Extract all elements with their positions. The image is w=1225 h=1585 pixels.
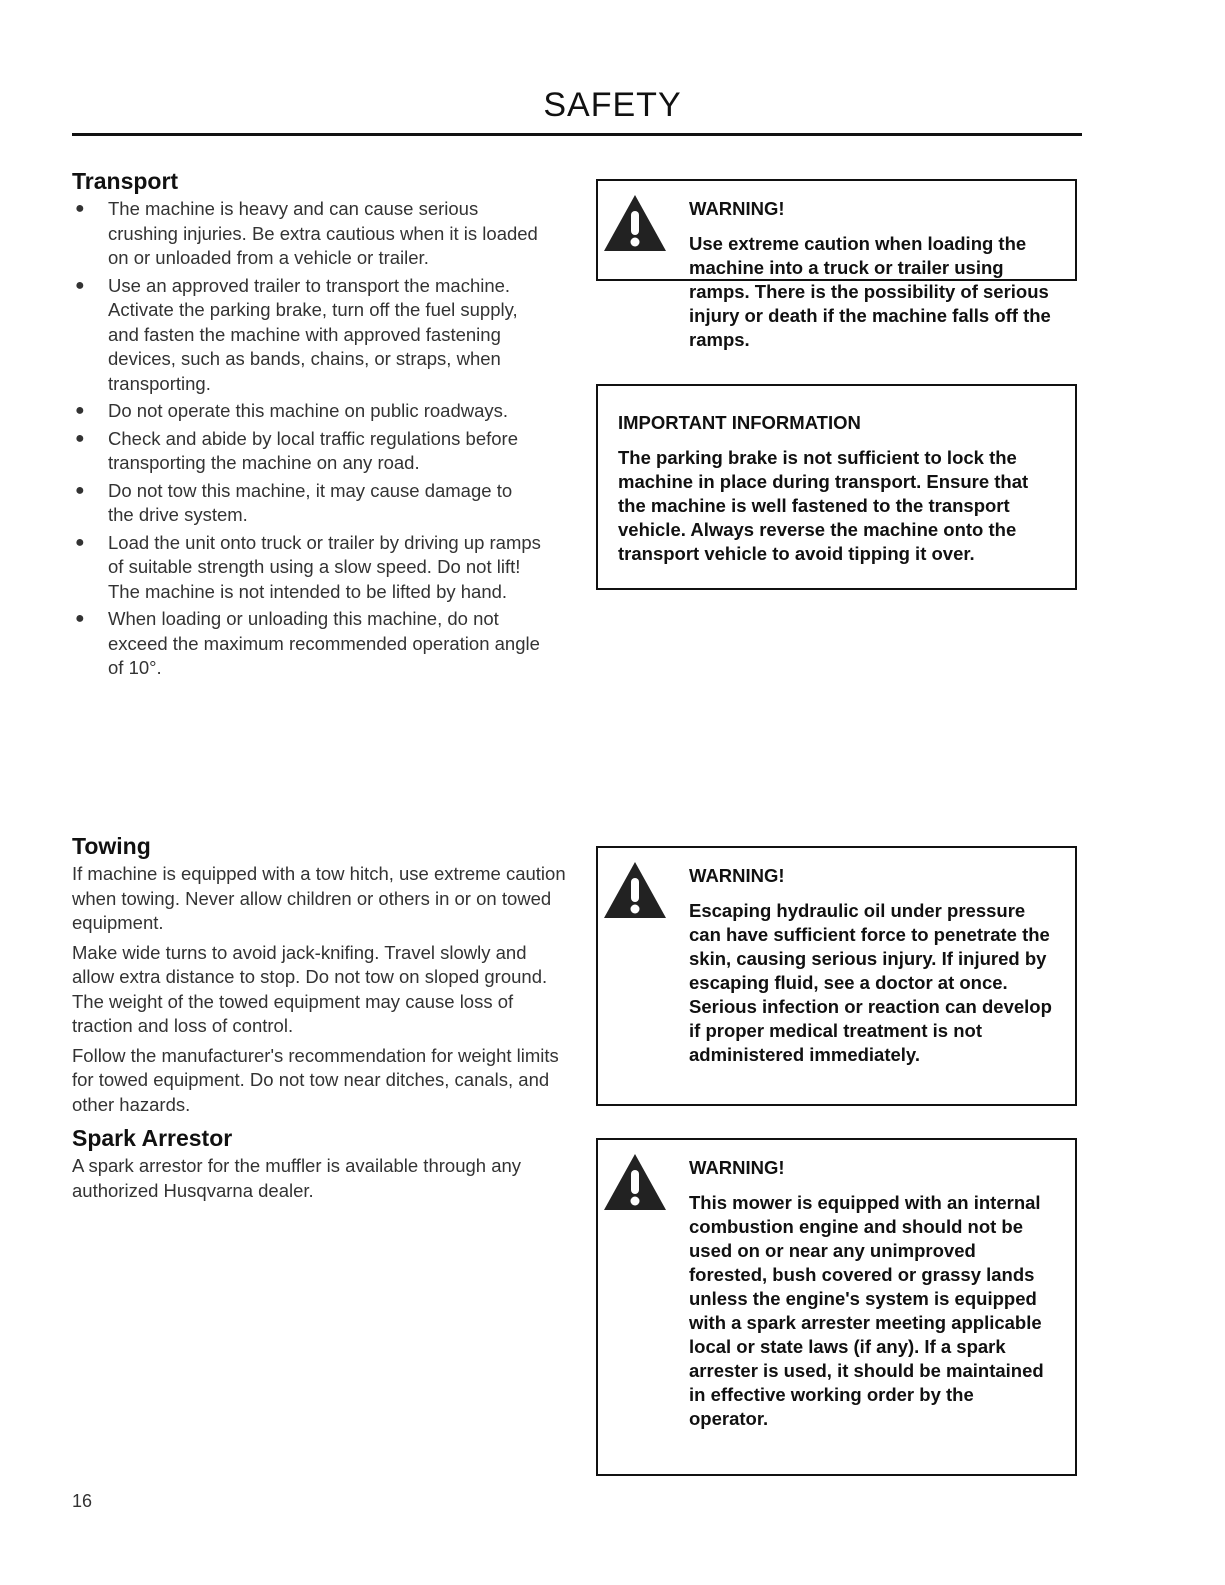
list-item: ● Check and abide by local traffic regulations before transporting the machine on any road. (75, 427, 518, 473)
bullet-icon: ● (75, 610, 85, 627)
bullet-icon: ● (75, 402, 85, 419)
warning-box-spark-arrester (596, 1138, 1077, 1476)
warning-triangle-icon (602, 193, 668, 253)
paragraph: Follow the manufacturer's recommendation for weight limits for towed equipment. Do not tow near ditches, canals, and other hazards. (72, 1044, 559, 1115)
title-divider (72, 133, 1082, 136)
list-item: ● Do not operate this machine on public roadways. (72, 399, 542, 424)
warning-triangle-icon (602, 860, 668, 920)
warning-heading: WARNING! (689, 865, 785, 886)
important-information-box (596, 384, 1077, 590)
list-item: ● Load the unit onto truck or trailer by driving up ramps of suitable strength using a slow speed. Do not lift! The machine is not intended to be lifted by hand. (75, 531, 541, 602)
list-item: ● Use an approved trailer to transport the machine. Activate the parking brake, turn off the fuel supply, and fasten the machine with approved fastening devices, such as bands, chains, or straps, when transporting. (75, 274, 518, 394)
important-heading: IMPORTANT INFORMATION (618, 412, 861, 433)
list-item: ● When loading or unloading this machine, do not exceed the maximum recommended operation angle of 10°. (75, 608, 540, 678)
paragraph: Make wide turns to avoid jack-knifing. Travel slowly and allow extra distance to stop. Do not tow on sloped ground. The weight of the towed equipment may cause loss of traction and loss of control. (72, 941, 548, 1036)
warning-box-ramps (596, 179, 1077, 350)
warning-triangle-icon (602, 1152, 668, 1212)
spark-arrestor-heading: Spark Arrestor (72, 1125, 233, 1151)
page-title: SAFETY (543, 86, 682, 124)
list-item: ● The machine is heavy and can cause serious crushing injuries. Be extra cautious when it is loaded on or unloaded from a vehicle or trailer. (75, 198, 538, 268)
warning-box-hydraulic (596, 846, 1077, 1106)
warning-heading: WARNING! (689, 1157, 785, 1178)
paragraph: A spark arrestor for the muffler is available through any authorized Husqvarna dealer. (72, 1155, 522, 1201)
bullet-icon: ● (75, 200, 85, 217)
transport-heading: Transport (72, 168, 179, 194)
bullet-icon: ● (75, 533, 85, 551)
bullet-icon: ● (75, 481, 85, 499)
warning-text: Escaping hydraulic oil under pressure can have sufficient force to penetrate the skin, causing serious injury. If injured by escaping fluid, see a doctor at once. Serious infection or reaction can develop if proper medical treatment is not administered immediately. (689, 900, 1052, 1065)
important-text: The parking brake is not sufficient to lock the machine in place during transport. Ensure that the machine is well fastened to the transport vehicle. Always reverse the machine onto the transport vehicle to avoid tipping it over. (618, 447, 1029, 564)
paragraph: If machine is equipped with a tow hitch, use extreme caution when towing. Never allow children or others in or on towed equipment. (72, 863, 566, 933)
warning-text: This mower is equipped with an internal combustion engine and should not be used on or near any unimproved forested, bush covered or grassy lands unless the engine's system is equipped with a spark arrester meeting applicable local or state laws (if any). If a spark arrester is used, it should be maintained in effective working order by the operator. (689, 1192, 1044, 1429)
page-number: 16 (72, 1491, 93, 1511)
towing-heading: Towing (72, 833, 151, 859)
bullet-icon: ● (75, 429, 85, 447)
warning-heading: WARNING! (689, 198, 785, 219)
bullet-icon: ● (75, 276, 85, 294)
transport-bullet-list (72, 197, 542, 684)
towing-text (72, 862, 567, 1122)
list-item: ● Do not tow this machine, it may cause damage to the drive system. (75, 479, 513, 525)
warning-text: Use extreme caution when loading the machine into a truck or trailer using ramps. There is the possibility of serious injury or death if the machine falls off the ramps. (689, 233, 1051, 350)
spark-arrestor-text (72, 1154, 542, 1208)
